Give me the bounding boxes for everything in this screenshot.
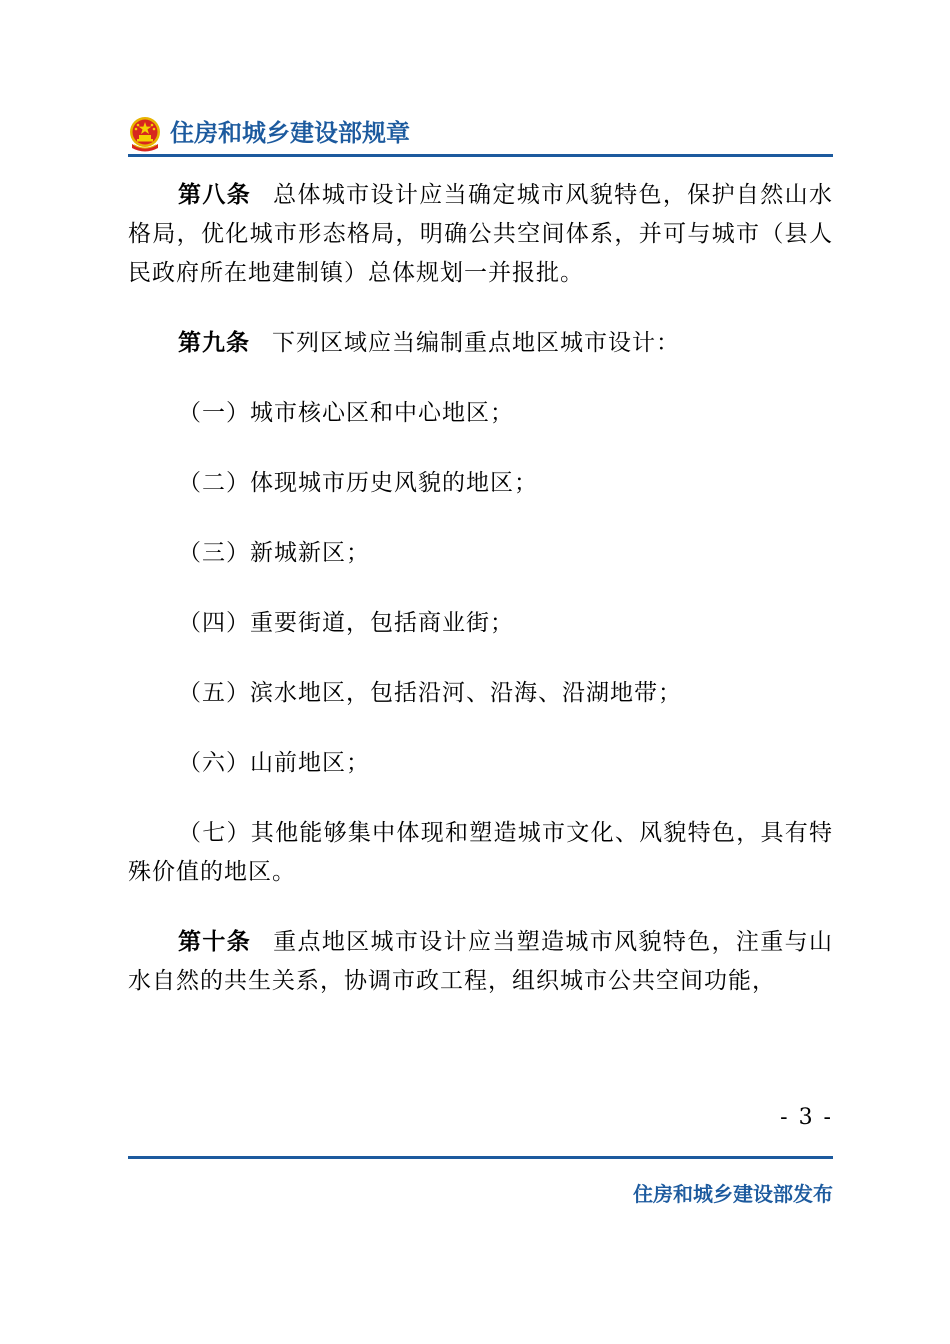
- article-label: 第八条: [178, 182, 252, 208]
- list-item: （四）重要街道，包括商业街；: [178, 610, 514, 636]
- list-item: （二）体现城市历史风貌的地区；: [178, 470, 538, 496]
- document-body: [128, 176, 833, 1032]
- header-divider: [128, 154, 833, 157]
- footer-divider: [128, 1156, 833, 1159]
- article-8: [128, 176, 833, 293]
- article-text: 总体城市设计应当确定城市风貌特色，保护自然山水格局，优化城市形态格局，明确公共空间体系，并可与城市（县人民政府所在地建制镇）总体规划一并报批。: [128, 182, 834, 286]
- header-title: 住房和城乡建设部规章: [170, 119, 410, 147]
- footer-publisher: 住房和城乡建设部发布: [633, 1182, 833, 1206]
- article-label: 第十条: [178, 929, 252, 955]
- national-emblem-icon: [128, 116, 162, 152]
- list-item: （三）新城新区；: [178, 540, 370, 566]
- list-item: （七）其他能够集中体现和塑造城市文化、风貌特色，具有特殊价值的地区。: [128, 820, 833, 885]
- article-text: 重点地区城市设计应当塑造城市风貌特色，注重与山水自然的共生关系，协调市政工程，组织城市公共空间功能，: [128, 929, 834, 994]
- article-label: 第九条: [178, 330, 250, 356]
- list-item: （六）山前地区；: [178, 750, 370, 776]
- article-10: [128, 923, 833, 1001]
- list-item: （一）城市核心区和中心地区；: [178, 400, 514, 426]
- article-text: 下列区域应当编制重点地区城市设计：: [272, 330, 680, 356]
- article-9: [128, 324, 833, 363]
- document-header: [128, 112, 833, 156]
- page-number: - 3 -: [780, 1105, 833, 1130]
- list-item: （五）滨水地区，包括沿河、沿海、沿湖地带；: [178, 680, 682, 706]
